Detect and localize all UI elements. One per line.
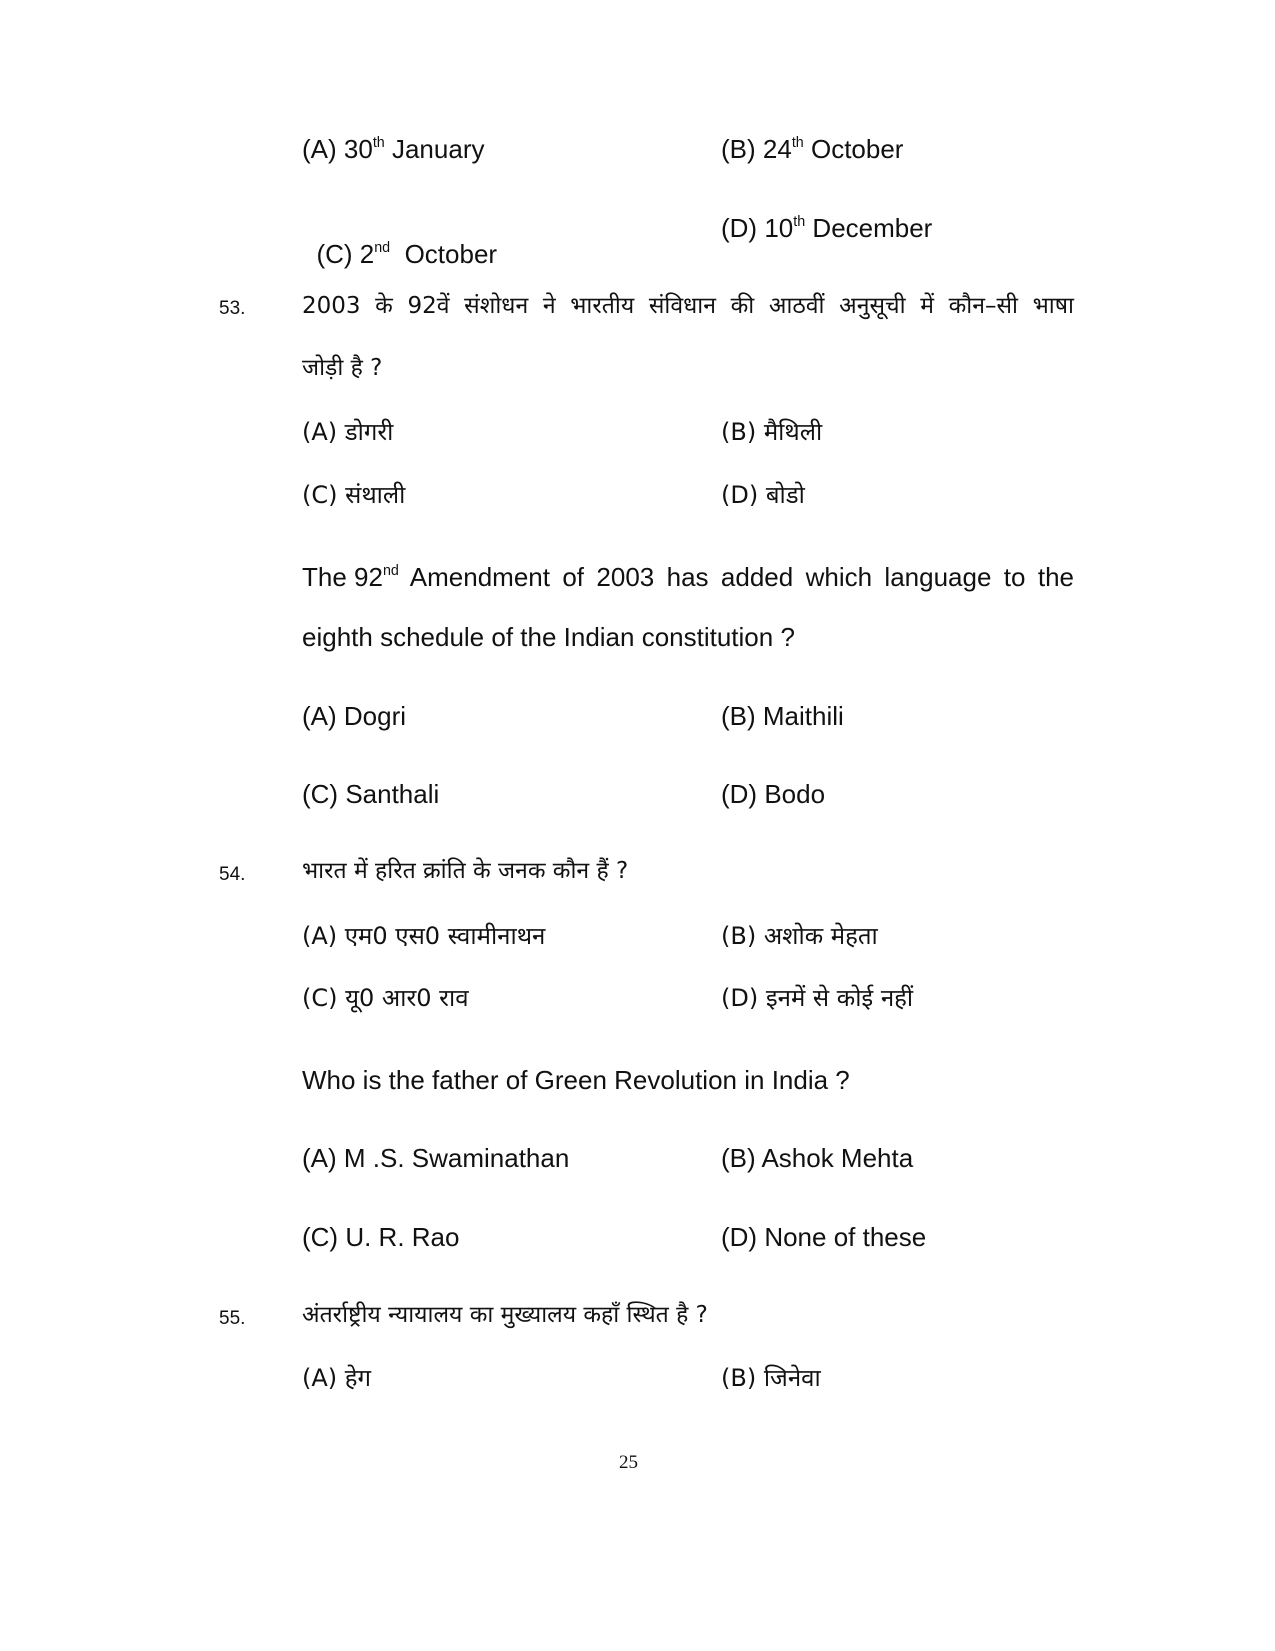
q52-option-c (302, 215, 497, 267)
q54-hindi-option-d: (D) इनमें से कोई नहीं (721, 984, 914, 1012)
q53-english-option-d: (D) Bodo (721, 779, 826, 809)
q53-english-option-b: (B) Maithili (721, 701, 844, 731)
q52-option-d (721, 215, 932, 241)
q52-option-a-rest: January (384, 134, 485, 164)
q52-option-c-rest: October (390, 239, 498, 269)
q53-english-option-c: (C) Santhali (302, 779, 440, 809)
q53-hindi-line-2: जोड़ी है ? (302, 355, 383, 381)
q53-hindi-option-d: (D) बोडो (721, 481, 805, 509)
q54-hindi-option-a: (A) एम0 एस0 स्वामीनाथन (302, 922, 546, 950)
page-number: 25 (619, 1452, 638, 1473)
q54-english-option-c: (C) U. R. Rao (302, 1222, 460, 1252)
q52-option-b-rest: October (803, 134, 904, 164)
q53-english-line-1-start (302, 564, 399, 590)
q53-english-line-1-pre: The 92 (302, 562, 383, 592)
q52-option-c-sup: nd (374, 240, 391, 257)
q54-hindi-question: भारत में हरित क्रांति के जनक कौन हैं ? (302, 858, 629, 884)
q53-hindi-line-1: 2003 के 92वें संशोधन ने भारतीय संविधान की आठवीं अनुसूची में कौन–सी भाषा (302, 293, 1074, 319)
q52-option-a (302, 136, 484, 162)
q54-hindi-option-b: (B) अशोक मेहता (721, 922, 878, 950)
q55-hindi-option-a: (A) हेग (302, 1364, 372, 1392)
q54-hindi-option-c: (C) यू0 आर0 राव (302, 984, 469, 1012)
q53-hindi-option-c: (C) संथाली (302, 481, 406, 509)
q53-english-line-1 (302, 564, 1074, 590)
q54-english-option-d: (D) None of these (721, 1222, 927, 1252)
q53-english-option-a: (A) Dogri (302, 701, 407, 731)
q53-english-line-1-post: Amendment of 2003 has added which language to the (398, 562, 1074, 592)
q52-option-b-sup: th (791, 135, 804, 152)
q52-option-b (721, 136, 903, 162)
q52-option-d-rest: December (805, 213, 933, 243)
q52-option-a-text: (A) 30 (302, 134, 373, 164)
question-number-55: 55. (219, 1308, 246, 1329)
q52-option-d-text: (D) 10 (721, 213, 794, 243)
question-number-54: 54. (219, 864, 246, 885)
q53-hindi-option-b: (B) मैथिली (721, 418, 823, 446)
q55-hindi-question: अंतर्राष्ट्रीय न्यायालय का मुख्यालय कहाँ स्थित है ? (302, 1302, 708, 1328)
q54-english-question: Who is the father of Green Revolution in India ? (302, 1065, 850, 1095)
q52-option-b-text: (B) 24 (721, 134, 792, 164)
q55-hindi-option-b: (B) जिनेवा (721, 1364, 821, 1392)
q53-english-line-1-sup: nd (382, 563, 399, 580)
q53-english-line-2: eighth schedule of the Indian constitution ? (302, 622, 795, 652)
q52-option-d-sup: th (793, 214, 806, 231)
q54-english-option-b: (B) Ashok Mehta (721, 1143, 914, 1173)
q52-option-c-text: (C) 2 (316, 239, 375, 269)
q54-english-option-a: (A) M .S. Swaminathan (302, 1143, 570, 1173)
question-number-53: 53. (219, 298, 246, 319)
q52-option-a-sup: th (372, 135, 385, 152)
q53-hindi-option-a: (A) डोगरी (302, 418, 394, 446)
